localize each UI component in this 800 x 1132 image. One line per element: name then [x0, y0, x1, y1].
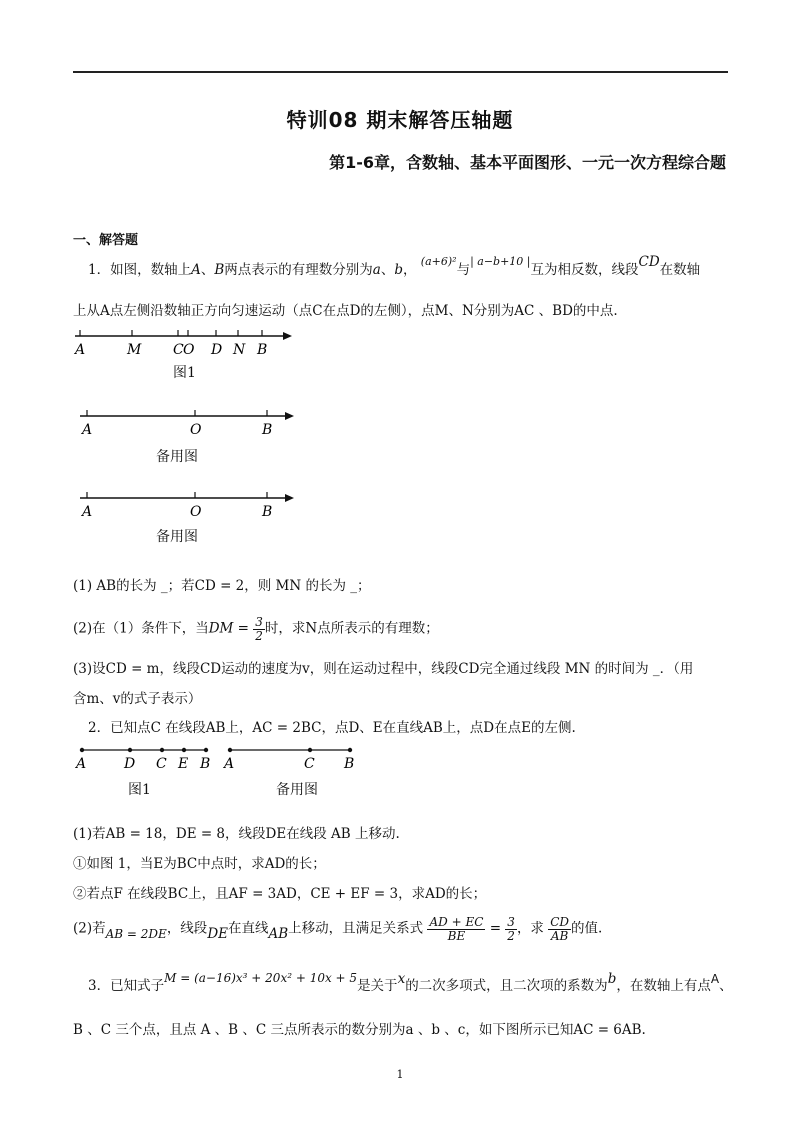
- q1-spare-label: A: [82, 504, 93, 520]
- q1-part3-line2: 含m、v的式子表示）: [73, 691, 202, 707]
- q1-spare-label: B: [262, 504, 273, 520]
- section-heading: 一、解答题: [73, 233, 139, 248]
- q1-part2-fraction: $\frac{3}{2}$: [255, 615, 263, 643]
- q1-part2: (2)在（1）条件下，当DM = $\frac{3}{2}$ 时，求N点所表示的有理数；: [73, 615, 439, 643]
- q1-part3-line1: (3)设CD = m，线段CD运动的速度为v，则在运动过程中，线段CD完全通过线段 MN 的时间为 _．（用: [73, 661, 694, 677]
- q1-spare-label: A: [82, 422, 93, 438]
- q2-part2-fraction1: $\frac{AD + EC}{BE}$: [429, 915, 484, 943]
- q2-part2-fraction3: $\frac{CD}{AB}$: [550, 915, 570, 943]
- page-subtitle: 第1-6章，含数轴、基本平面图形、一元一次方程综合题: [329, 153, 726, 172]
- q1-spare-label: O: [190, 422, 202, 438]
- q2-part1-a: ①如图 1，当E为BC中点时，求AD的长；: [73, 856, 326, 872]
- q2-part1-b: ②若点F 在线段BC上，且AF = 3AD，CE + EF = 3，求AD的长；: [73, 886, 487, 902]
- page-title: 特训08 期末解答压轴题: [286, 108, 514, 132]
- q1-spare2-caption: 备用图: [156, 529, 198, 545]
- q1-spare2-arrow: [285, 494, 294, 502]
- q2-fig1-label: E: [178, 756, 189, 772]
- q1-spare-figure-2: [75, 484, 305, 524]
- q2-figure1: [72, 742, 217, 772]
- q1-fig1-label: A: [75, 342, 86, 358]
- q2-fig1-point: [182, 748, 186, 752]
- q1-fig1-arrow: [283, 332, 292, 340]
- q1-line2: 上从A点左侧沿数轴正方向匀速运动（点C在点D的左侧），点M、N分别为AC 、BD的中点.: [73, 303, 618, 319]
- q2-part2-fraction2: $\frac{3}{2}$: [507, 915, 515, 943]
- q2-fig1-label: D: [124, 756, 136, 772]
- q1-fig1-caption: 图1: [173, 365, 196, 381]
- q1-fig1-label: C: [173, 342, 184, 358]
- q1-fig1-label: O: [183, 342, 195, 358]
- page-number: 1: [396, 1068, 404, 1081]
- q2-spare-point: [348, 748, 352, 752]
- header-rule: [73, 71, 728, 73]
- q1-part1: (1) AB的长为 _；若CD = 2，则 MN 的长为 _；: [73, 578, 371, 594]
- q2-spare-label: C: [304, 756, 315, 772]
- q1-spare1-arrow: [285, 412, 294, 420]
- q2-fig1-point: [128, 748, 132, 752]
- q2-spare-point: [308, 748, 312, 752]
- q1-spare1-caption: 备用图: [156, 449, 198, 465]
- q2-part2: (2)若AB = 2DE，线段DE在直线AB上移动，且满足关系式 $\frac{AD + EC}{BE}$ = $\frac{3}{2}$ ，求 $\frac{CD}{AB}$ 的值.: [73, 915, 603, 943]
- q3-polynomial: M = (a−16)x³ + 20x² + 10x + 5: [164, 971, 358, 985]
- q1-fig1-label: N: [233, 342, 246, 358]
- q1-expr1: (a+6)²: [420, 255, 457, 268]
- q1-spare-label: O: [190, 504, 202, 520]
- q2-fig1-label: A: [76, 756, 87, 772]
- q2-fig1-point: [160, 748, 164, 752]
- q1-figure1: [70, 326, 300, 366]
- q1-spare-label: B: [262, 422, 273, 438]
- q3-line2: B 、C 三个点，且点 A 、B 、C 三点所表示的数分别为a 、b 、c，如下图所示已知AC = 6AB.: [73, 1022, 646, 1038]
- q1-fig1-label: M: [127, 342, 142, 358]
- q1-spare-figure-1: [75, 402, 305, 442]
- q1-fig1-label: B: [257, 342, 268, 358]
- q2-spare-caption: 备用图: [276, 782, 318, 798]
- q2-spare-point: [228, 748, 232, 752]
- q1-line1: 1．如图，数轴上A、B两点表示的有理数分别为a、b， $^{(a+6)^2}$与$^{| a-b+10 |}$互为相反数，线段CD在数轴: [88, 254, 701, 278]
- q2-line1: 2．已知点C 在线段AB上，AC = 2BC，点D、E在直线AB上，点D在点E的左侧.: [88, 720, 576, 736]
- q2-spare-figure: [220, 742, 365, 772]
- q2-fig1-label: C: [156, 756, 167, 772]
- q2-spare-label: A: [224, 756, 235, 772]
- q3-line1: 3．已知式子M = (a−16)x³ + 20x² + 10x + 5是关于x的二次多项式，且二次项的系数为b，在数轴上有点A、: [88, 971, 733, 994]
- q2-fig1-point: [204, 748, 208, 752]
- q1-expr2: | a−b+10 |: [470, 255, 531, 268]
- q1-fig1-label: D: [211, 342, 223, 358]
- q2-fig1-label: B: [200, 756, 211, 772]
- q2-fig1-caption: 图1: [128, 782, 151, 798]
- q2-part1: (1)若AB = 18，DE = 8，线段DE在线段 AB 上移动.: [73, 826, 400, 842]
- q2-spare-label: B: [344, 756, 355, 772]
- q2-fig1-point: [80, 748, 84, 752]
